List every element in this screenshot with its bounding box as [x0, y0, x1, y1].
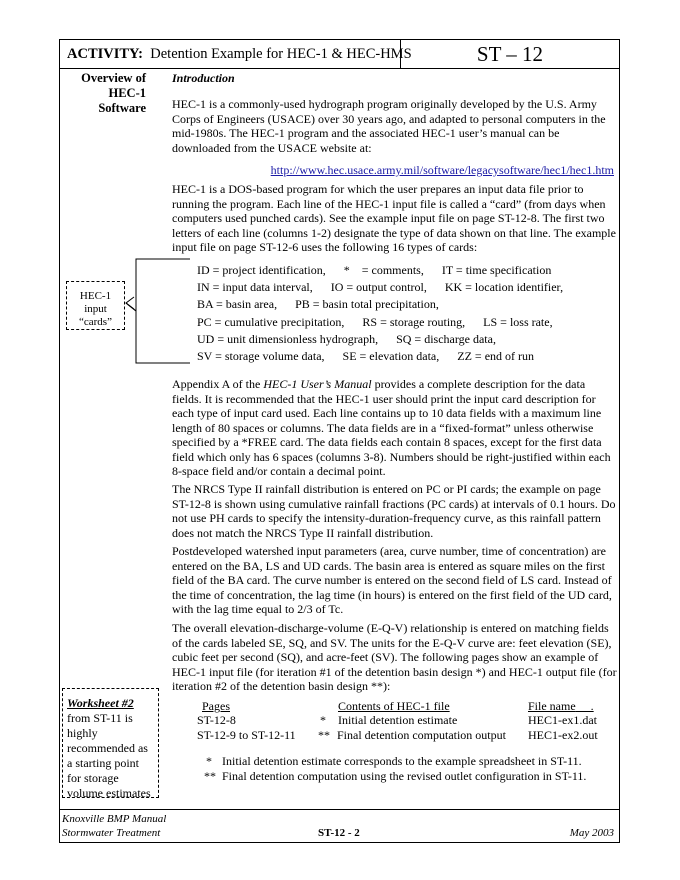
card-line: SV = storage volume data, SE = elevation data, ZZ = end of run	[197, 349, 535, 363]
card-line: IN = input data interval, IO = output control, KK = location identifier,	[197, 280, 564, 294]
table-row-pages: ST-12-8	[197, 713, 236, 727]
card-line: ID = project identification, * = comments, IT = time specification	[197, 263, 552, 277]
side-section-title: Overview of HEC-1 Software	[81, 71, 146, 115]
footnote-text: Initial detention estimate corresponds to the example spreadsheet in ST-11.	[222, 754, 582, 768]
watershed-paragraph: Postdeveloped watershed input parameters (area, curve number, time of concentration) are entered on the BA, LS and UD cards. The basin area is entered as square miles on the first field of the BA card. The curve number is entered on the second field of LS card. Instead of the time of concentration, the lag time (in hours) is entered on the first field of the UD card, with the lag time equal to 2/3 of Tc.	[172, 544, 612, 616]
input-file-paragraph: HEC-1 is a DOS-based program for which the user prepares an input data file prior to running the program. Each line of the HEC-1 input file is called a “card” (from days when computers used punched cards). See the example input file on page ST-12-8. The first two letters of each line (columns 1-2) designate the type of data shown on that line. The example input file on page ST-12-6 uses the following 16 types of cards:	[172, 182, 616, 254]
table-row-file: HEC1-ex2.out	[528, 728, 598, 742]
table-row-mark: *	[320, 713, 326, 727]
table-header-file: File name .	[528, 699, 594, 713]
appendix-paragraph: Appendix A of the HEC-1 User’s Manual provides a complete description for the data fields. It is recommended that the HEC-1 user should print the input card description for each type of input card used. Each line contains up to 10 data fields with a maximum line length of 80 spaces or columns. The data fields are in a “fixed-format” unless otherwise specified by a *FREE card. The data fields each contain 8 spaces, except for the first data field which only has 6 spaces (columns 3-8). Numbers should be right-justified within each 8-space field and/or contain a decimal point.	[172, 377, 611, 478]
intro-paragraph: HEC-1 is a commonly-used hydrograph program originally developed by the U.S. Army Corps of Engineers (USACE) over 30 years ago, and adapted to personal computers in the mid-1980s. The HEC-1 program and the associated HEC-1 user’s manual can be downloaded from the USACE website at:	[172, 97, 606, 155]
table-row-contents: Final detention computation output	[337, 728, 506, 742]
table-row-contents: Initial detention estimate	[338, 713, 458, 727]
worksheet-title: Worksheet #2	[67, 696, 134, 710]
activity-label: ACTIVITY:	[67, 46, 144, 62]
rainfall-paragraph: The NRCS Type II rainfall distribution is entered on PC or PI cards; the example on page ST-12-8 is shown using cumulative rainfall fractions (PC cards) at intervals of 0.1 hours. Do not use PH cards to specify the intensity-duration-frequency curve, as this rainfall pattern does not match the NRCS Type II rainfall distribution.	[172, 482, 616, 540]
section-code: ST – 12	[401, 40, 619, 69]
footer-manual: Knoxville BMP Manual	[62, 813, 167, 825]
table-row-file: HEC1-ex1.dat	[528, 713, 597, 727]
footer-section: Stormwater Treatment	[62, 827, 161, 839]
footer-divider	[60, 809, 619, 810]
cards-bracket	[122, 257, 192, 365]
footnote-text: Final detention computation using the revised outlet configuration in ST-11.	[222, 769, 587, 783]
table-header-pages: Pages	[202, 699, 230, 713]
card-line: BA = basin area, PB = basin total precipitation,	[197, 297, 439, 311]
activity-title: Detention Example for HEC-1 & HEC-HMS	[150, 46, 412, 62]
eqv-paragraph: The overall elevation-discharge-volume (E-Q-V) relationship is entered on matching fields of the cards labeled SE, SQ, and SV. The units for the E-Q-V curve are: feet elevation (SE), cubic feet per second (SQ), and acre-feet (SV). The following pages show an example of HEC-1 input file (for iteration #1 of the detention basin design *) and HEC-1 output file (for iteration #2 of the detention basin design **):	[172, 621, 617, 693]
footer-date: May 2003	[569, 827, 614, 839]
footnote-mark: **	[204, 769, 216, 783]
table-header-contents: Contents of HEC-1 file	[338, 699, 450, 713]
table-row-pages: ST-12-9 to ST-12-11	[197, 728, 296, 742]
card-line: PC = cumulative precipitation, RS = storage routing, LS = loss rate,	[197, 315, 553, 329]
intro-heading: Introduction	[172, 71, 235, 85]
worksheet-note-box: Worksheet #2 from ST-11 is highly recommended as a starting point for storage volume estimates	[62, 688, 159, 798]
hec1-download-link[interactable]: http://www.hec.usace.army.mil/software/legacysoftware/hec1/hec1.htm	[270, 163, 614, 177]
activity-header	[60, 40, 412, 69]
cards-note-box: HEC-1 input “cards”	[66, 281, 125, 330]
footer-page-number: ST-12 - 2	[318, 827, 360, 839]
footnote-mark: *	[206, 754, 212, 768]
card-line: UD = unit dimensionless hydrograph, SQ = discharge data,	[197, 332, 496, 346]
table-row-mark: **	[318, 728, 330, 742]
